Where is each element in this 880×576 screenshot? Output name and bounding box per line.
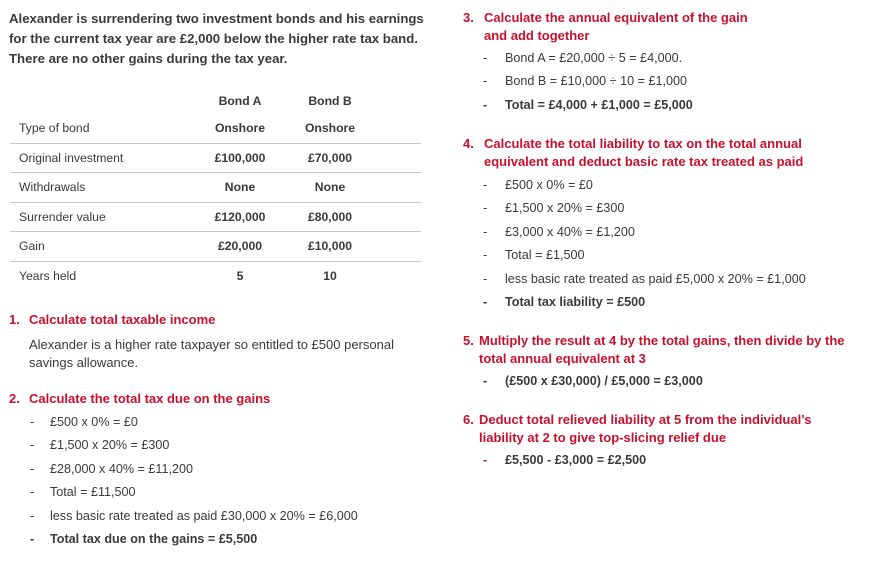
step-3-heading xyxy=(463,9,763,45)
dash: - xyxy=(483,74,488,89)
step-number: 2. xyxy=(9,391,20,406)
table-cell: £10,000 xyxy=(307,239,353,254)
list-item-text: Total = £1,500 xyxy=(505,248,585,263)
dash: - xyxy=(483,248,488,263)
step-4-heading xyxy=(463,135,833,171)
list-item-text: Total = £11,500 xyxy=(50,485,136,500)
list-item xyxy=(483,47,873,70)
list-item-text: £28,000 x 40% = £11,200 xyxy=(50,461,193,476)
table-cell: £80,000 xyxy=(307,209,353,224)
table-header-cell: Bond B xyxy=(308,94,352,108)
table-cell: Surrender value xyxy=(19,209,106,224)
list-item xyxy=(30,481,429,504)
list-item-text: Bond A = £20,000 ÷ 5 = £4,000. xyxy=(505,51,683,65)
table-row xyxy=(10,262,421,291)
table-cell: Withdrawals xyxy=(19,180,86,195)
dash: - xyxy=(483,271,488,286)
dash: - xyxy=(30,508,35,523)
list-item xyxy=(483,370,873,393)
step-5-list xyxy=(483,370,873,393)
step-1 xyxy=(9,311,429,372)
table-cell: Type of bond xyxy=(19,121,90,136)
step-title: Calculate the total liability to tax on the total annual equivalent and deduct basic rate tax treated as paid xyxy=(484,136,804,169)
list-item-text: Bond B = £10,000 ÷ 10 = £1,000 xyxy=(505,74,687,89)
list-item-text: £1,500 x 20% = £300 xyxy=(50,438,170,453)
list-item xyxy=(30,458,429,481)
dash: - xyxy=(30,415,35,429)
step-title: Calculate the total tax due on the gains xyxy=(29,391,271,406)
table-cell: None xyxy=(314,180,346,195)
list-item xyxy=(30,434,429,457)
list-item-text: Total tax due on the gains = £5,500 xyxy=(50,532,258,547)
table-cell: £120,000 xyxy=(214,209,266,224)
list-item xyxy=(30,505,429,528)
table-cell: £70,000 xyxy=(307,150,353,165)
step-2-heading xyxy=(9,390,429,408)
step-title: Calculate total taxable income xyxy=(29,312,216,327)
list-item xyxy=(483,449,873,472)
list-item-text: less basic rate treated as paid £30,000 x 20% = £6,000 xyxy=(50,508,358,523)
step-6 xyxy=(463,411,873,472)
table-cell: Onshore xyxy=(214,121,266,136)
step-6-list xyxy=(483,449,873,472)
step-5 xyxy=(463,332,873,393)
list-item-text: £3,000 x 40% = £1,200 xyxy=(505,224,635,239)
list-item-text: £500 x 0% = £0 xyxy=(50,415,138,429)
table-cell: Onshore xyxy=(304,121,356,136)
table-row xyxy=(10,203,421,233)
step-title: Calculate the annual equivalent of the gain and add together xyxy=(484,10,748,43)
dash: - xyxy=(483,374,488,388)
step-number: 1. xyxy=(9,312,20,327)
step-3 xyxy=(463,9,873,117)
dash: - xyxy=(483,51,488,65)
dash: - xyxy=(483,295,488,310)
list-item-text: (£500 x £30,000) / £5,000 = £3,000 xyxy=(505,374,703,388)
step-title: Multiply the result at 4 by the total gains, then divide by the total annual equivalent at 3 xyxy=(479,333,845,366)
list-item-text: Total tax liability = £500 xyxy=(505,295,646,310)
step-4 xyxy=(463,135,873,314)
list-item-text: £1,500 x 20% = £300 xyxy=(505,201,625,216)
dash: - xyxy=(30,532,35,547)
list-item-text: less basic rate treated as paid £5,000 x 20% = £1,000 xyxy=(505,271,806,286)
list-item xyxy=(483,70,873,93)
table-cell: £100,000 xyxy=(214,150,266,165)
step-2-list xyxy=(30,411,429,551)
table-row xyxy=(10,232,421,262)
list-item xyxy=(483,94,873,117)
step-number: 5. xyxy=(463,333,474,348)
table-row xyxy=(10,173,421,203)
list-item xyxy=(483,197,873,220)
step-3-list xyxy=(483,47,873,117)
table-cell: Original investment xyxy=(19,150,124,165)
list-item xyxy=(483,291,873,314)
list-item xyxy=(483,221,873,244)
list-item xyxy=(483,244,873,267)
step-number: 3. xyxy=(463,10,474,25)
table-cell: Years held xyxy=(19,268,77,283)
list-item xyxy=(483,268,873,291)
table-cell: £20,000 xyxy=(217,239,263,254)
step-1-heading xyxy=(9,311,429,329)
table-cell: Gain xyxy=(19,239,45,254)
table-cell: None xyxy=(224,180,256,195)
table-row xyxy=(10,144,421,174)
table-cell: 5 xyxy=(236,268,244,283)
list-item xyxy=(483,174,873,197)
dash: - xyxy=(30,485,35,500)
step-6-heading xyxy=(463,411,833,447)
dash: - xyxy=(483,224,488,239)
list-item-text: £500 x 0% = £0 xyxy=(505,178,593,192)
list-item xyxy=(30,528,429,551)
dash: - xyxy=(483,201,488,216)
step-1-text: Alexander is a higher rate taxpayer so entitled to £500 personal savings allowance. xyxy=(29,337,394,370)
dash: - xyxy=(30,438,35,453)
step-2 xyxy=(9,390,429,551)
dash: - xyxy=(30,461,35,476)
step-title: Deduct total relieved liability at 5 from the individual’s liability at 2 to give top-slicing relief due xyxy=(479,412,812,445)
table-row xyxy=(10,114,421,144)
list-item-text: Total = £4,000 + £1,000 = £5,000 xyxy=(505,97,693,112)
dash: - xyxy=(483,453,488,467)
dash: - xyxy=(483,97,488,112)
list-item xyxy=(30,411,429,434)
list-item-text: £5,500 - £3,000 = £2,500 xyxy=(505,453,647,467)
table-cell: 10 xyxy=(323,268,337,283)
table-header-row xyxy=(10,88,421,114)
intro-paragraph: Alexander is surrendering two investment bonds and his earnings for the current tax year are £2,000 below the higher rate tax band. There are no other gains during the tax year. xyxy=(9,11,424,66)
table-header-cell: Bond A xyxy=(218,94,262,108)
step-5-heading xyxy=(463,332,863,368)
dash: - xyxy=(483,178,488,192)
step-number: 6. xyxy=(463,412,474,427)
step-4-list xyxy=(483,174,873,314)
table-header-cell xyxy=(19,88,199,114)
bond-comparison-table xyxy=(10,88,421,290)
step-number: 4. xyxy=(463,136,474,151)
